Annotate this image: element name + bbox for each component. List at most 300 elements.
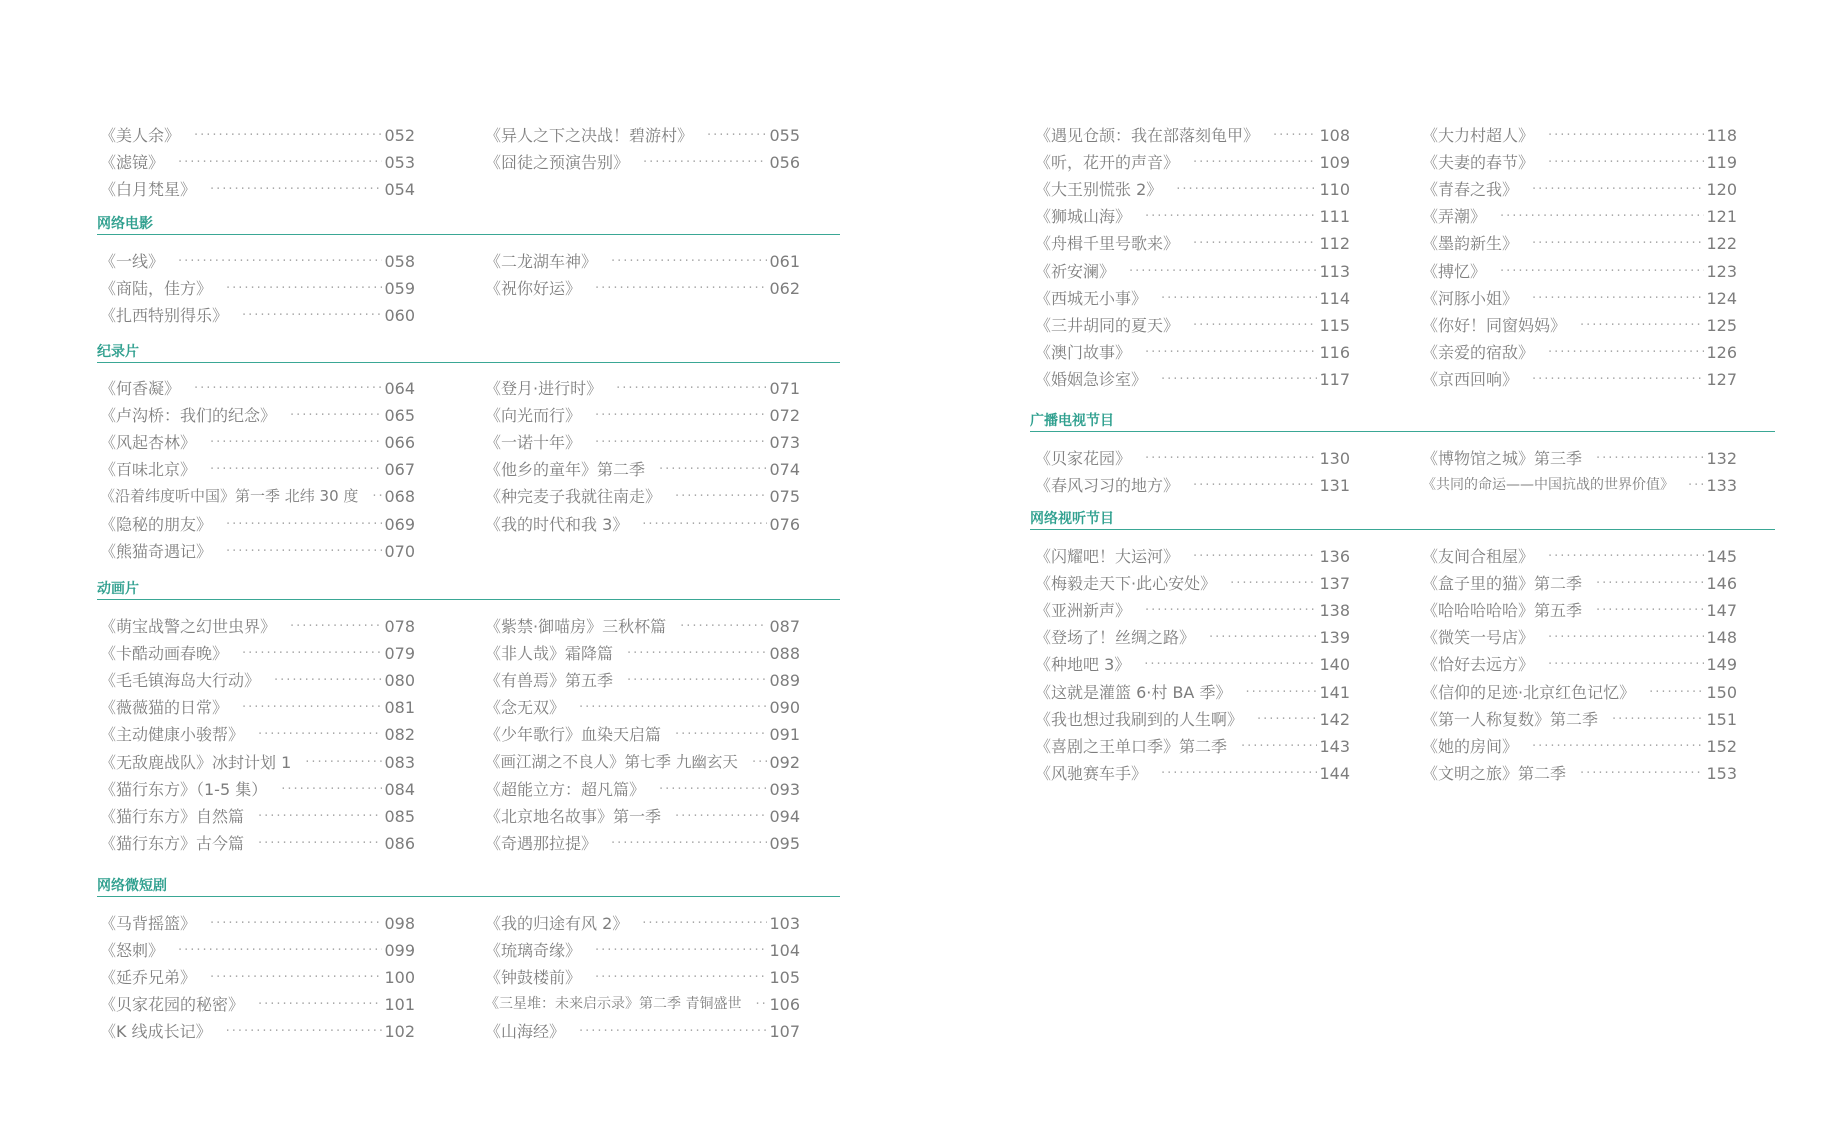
toc-entry[interactable]	[485, 991, 800, 1018]
leader-dots	[643, 149, 767, 176]
toc-entry-page: 124	[1706, 288, 1737, 308]
toc-entry-title: 《博物馆之城》第三季	[1422, 449, 1583, 468]
toc-entry[interactable]	[1035, 149, 1350, 176]
toc-entry[interactable]	[1035, 122, 1350, 149]
toc-entry-page: 146	[1706, 574, 1737, 594]
leader-dots	[1161, 366, 1317, 393]
leader-dots	[1532, 230, 1704, 257]
section-heading	[97, 875, 840, 897]
toc-entry-page: 065	[384, 406, 415, 426]
toc-entry-title: 《毛毛镇海岛大行动》	[100, 671, 261, 691]
leader-dots	[1193, 312, 1317, 339]
toc-entry-page: 104	[769, 941, 800, 961]
toc-entry-title: 《非人哉》霜降篇	[485, 644, 614, 664]
leader-dots	[611, 248, 767, 275]
leader-dots	[258, 830, 382, 857]
toc-entry-page: 064	[384, 379, 415, 398]
toc-entry-page: 107	[769, 1022, 800, 1042]
toc-entry[interactable]	[1422, 472, 1737, 499]
section-title: 广播电视节目	[1030, 410, 1116, 430]
leader-dots	[1548, 543, 1704, 570]
toc-entry[interactable]	[100, 149, 415, 176]
toc-entry-title: 《北京地名故事》第一季	[485, 806, 662, 826]
section-rule	[1030, 529, 1775, 530]
toc-entry-page: 142	[1319, 709, 1350, 729]
toc-entry[interactable]	[1422, 706, 1737, 733]
toc-entry[interactable]	[1035, 624, 1350, 651]
toc-entry[interactable]	[485, 613, 800, 640]
toc-entry[interactable]	[100, 613, 415, 640]
toc-entry-page: 055	[769, 126, 800, 145]
toc-entry[interactable]	[1035, 285, 1350, 312]
section-rule	[97, 234, 840, 235]
toc-entry-page: 116	[1319, 342, 1350, 362]
leader-dots	[1532, 366, 1704, 393]
toc-entry-page: 078	[384, 617, 415, 636]
toc-entry[interactable]	[485, 749, 800, 776]
toc-entry-title: 《主动健康小骏帮》	[100, 725, 245, 745]
leader-dots	[281, 776, 382, 803]
leader-dots	[1548, 339, 1704, 366]
toc-entry-page: 114	[1319, 288, 1350, 308]
toc-entry-page: 152	[1706, 736, 1737, 756]
toc-entry-page: 101	[384, 995, 415, 1015]
toc-entry-page: 100	[384, 968, 415, 988]
toc-entry-title: 《二龙湖车神》	[485, 252, 598, 271]
toc-entry-page: 110	[1319, 180, 1350, 200]
toc-entry-title: 《狮城山海》	[1035, 207, 1132, 227]
leader-dots	[1245, 679, 1317, 706]
leader-dots	[627, 667, 767, 694]
toc-entry-title: 《我的归途有风 2》	[485, 914, 629, 933]
toc-entry[interactable]	[100, 538, 415, 565]
toc-entry-page: 092	[769, 752, 800, 772]
toc-entry-title: 《念无双》	[485, 698, 566, 718]
leader-dots	[1688, 472, 1704, 499]
toc-entry-title: 《隐秘的朋友》	[100, 514, 213, 534]
toc-entry-page: 088	[769, 644, 800, 664]
toc-entry[interactable]	[485, 640, 800, 667]
section-rule	[97, 599, 840, 600]
leader-dots	[642, 511, 767, 538]
section-title: 网络微短剧	[97, 875, 169, 895]
toc-entry[interactable]	[100, 456, 415, 483]
section-rule	[97, 896, 840, 897]
toc-entry-title: 《大力村超人》	[1422, 126, 1535, 145]
toc-entry[interactable]	[485, 721, 800, 748]
toc-entry-page: 062	[769, 279, 800, 299]
toc-entry[interactable]	[1422, 285, 1737, 312]
toc-entry[interactable]	[1035, 543, 1350, 570]
leader-dots	[1596, 445, 1704, 472]
toc-entry-page: 133	[1706, 476, 1737, 496]
toc-entry-title: 《怒刺》	[100, 941, 165, 961]
toc-entry-title: 《这就是灌篮 6·村 BA 季》	[1035, 682, 1232, 702]
section-title: 网络视听节目	[1030, 508, 1116, 528]
toc-entry[interactable]	[1422, 149, 1737, 176]
leader-dots	[178, 937, 382, 964]
toc-entry-title: 《西城无小事》	[1035, 288, 1148, 308]
leader-dots	[675, 483, 767, 510]
toc-entry[interactable]	[100, 429, 415, 456]
toc-entry[interactable]	[485, 456, 800, 483]
toc-entry-page: 093	[769, 779, 800, 799]
toc-entry-title: 《熊猫奇遇记》	[100, 541, 213, 561]
toc-entry-title: 《你好！同窗妈妈》	[1422, 315, 1567, 335]
toc-entry-page: 080	[384, 671, 415, 691]
toc-entry[interactable]	[100, 694, 415, 721]
toc-entry[interactable]	[485, 402, 800, 429]
toc-entry[interactable]	[1035, 230, 1350, 257]
toc-entry-title: 《微笑一号店》	[1422, 628, 1535, 648]
leader-dots	[611, 830, 767, 857]
toc-entry[interactable]	[1422, 760, 1737, 787]
toc-entry[interactable]	[1035, 312, 1350, 339]
toc-entry-title: 《囧徒之预演告别》	[485, 153, 630, 173]
leader-dots	[595, 402, 767, 429]
toc-entry[interactable]	[485, 964, 800, 991]
toc-entry-page: 136	[1319, 547, 1350, 566]
toc-entry[interactable]	[100, 122, 415, 149]
toc-entry[interactable]	[1035, 176, 1350, 203]
toc-entry[interactable]	[100, 402, 415, 429]
toc-entry[interactable]	[1422, 570, 1737, 597]
toc-entry-title: 《萌宝战警之幻世虫界》	[100, 617, 277, 636]
toc-entry[interactable]	[100, 721, 415, 748]
toc-entry[interactable]	[1422, 445, 1737, 472]
leader-dots	[1548, 624, 1704, 651]
section-heading	[1030, 508, 1775, 530]
leader-dots	[210, 176, 382, 203]
toc-entry-page: 098	[384, 914, 415, 933]
leader-dots	[226, 1018, 383, 1045]
toc-entry-title: 《K 线成长记》	[100, 1022, 212, 1042]
toc-entry[interactable]	[1035, 733, 1350, 760]
toc-entry-title: 《美人余》	[100, 126, 181, 145]
toc-entry[interactable]	[1422, 679, 1737, 706]
toc-entry[interactable]	[1035, 339, 1350, 366]
toc-entry-page: 070	[384, 541, 415, 561]
toc-entry-page: 144	[1319, 763, 1350, 783]
toc-entry-title: 《扎西特别得乐》	[100, 306, 229, 326]
toc-entry-page: 069	[384, 514, 415, 534]
toc-entry-page: 074	[769, 460, 800, 480]
toc-entry[interactable]	[1035, 706, 1350, 733]
toc-entry-page: 066	[384, 433, 415, 453]
toc-entry-title: 《弄潮》	[1422, 207, 1487, 227]
toc-entry[interactable]	[1035, 366, 1350, 393]
toc-entry-title: 《舟楫千里号歌来》	[1035, 234, 1180, 254]
toc-entry-title: 《猫行东方》自然篇	[100, 806, 245, 826]
toc-entry-title: 《恰好去远方》	[1422, 655, 1535, 675]
toc-entry[interactable]	[1035, 651, 1350, 678]
toc-entry[interactable]	[100, 803, 415, 830]
toc-entry[interactable]	[485, 910, 800, 937]
leader-dots	[210, 910, 382, 937]
toc-entry[interactable]	[485, 248, 800, 275]
toc-entry-page: 148	[1706, 628, 1737, 648]
toc-entry-page: 079	[384, 644, 415, 664]
toc-entry-title: 《贝家花园》	[1035, 449, 1132, 468]
toc-entry-title: 《商陆，佳方》	[100, 279, 213, 299]
toc-entry-title: 《青春之我》	[1422, 180, 1519, 200]
toc-entry-title: 《钟鼓楼前》	[485, 968, 582, 988]
toc-entry[interactable]	[100, 667, 415, 694]
toc-entry-title: 《滤镜》	[100, 153, 165, 173]
toc-entry-title: 《春风习习的地方》	[1035, 476, 1180, 496]
toc-entry-title: 《马背摇篮》	[100, 914, 197, 933]
toc-entry-title: 《何香凝》	[100, 379, 181, 398]
toc-entry[interactable]	[1422, 230, 1737, 257]
section-title: 动画片	[97, 578, 141, 598]
toc-entry-title: 《大王别慌张 2》	[1035, 180, 1163, 200]
toc-entry-page: 106	[769, 995, 800, 1015]
toc-entry-title: 《有兽焉》第五季	[485, 671, 614, 691]
toc-entry[interactable]	[100, 511, 415, 538]
toc-entry-page: 111	[1319, 207, 1350, 227]
toc-entry[interactable]	[100, 749, 415, 776]
leader-dots	[372, 483, 382, 510]
toc-entry-title: 《听，花开的声音》	[1035, 153, 1180, 173]
toc-entry-title: 《友间合租屋》	[1422, 547, 1535, 566]
toc-entry-title: 《延乔兄弟》	[100, 968, 197, 988]
toc-entry-page: 103	[769, 914, 800, 933]
leader-dots	[1145, 445, 1317, 472]
toc-entry-title: 《闪耀吧！大运河》	[1035, 547, 1180, 566]
toc-entry-page: 108	[1319, 126, 1350, 145]
toc-entry-page: 094	[769, 806, 800, 826]
toc-entry[interactable]	[1035, 258, 1350, 285]
toc-entry-page: 115	[1319, 315, 1350, 335]
toc-entry[interactable]	[1422, 543, 1737, 570]
toc-entry[interactable]	[1422, 258, 1737, 285]
toc-entry[interactable]	[485, 1018, 800, 1045]
toc-entry[interactable]	[100, 176, 415, 203]
leader-dots	[242, 302, 382, 329]
toc-entry-page: 141	[1319, 682, 1350, 702]
toc-entry[interactable]	[100, 248, 415, 275]
toc-entry-title: 《我的时代和我 3》	[485, 514, 629, 534]
toc-entry-title: 《亲爱的宿敌》	[1422, 342, 1535, 362]
leader-dots	[707, 122, 767, 149]
leader-dots	[1241, 733, 1317, 760]
toc-entry-page: 118	[1706, 126, 1737, 145]
toc-entry-title: 《墨韵新生》	[1422, 234, 1519, 254]
toc-entry-page: 084	[384, 779, 415, 799]
leader-dots	[1532, 733, 1704, 760]
toc-entry[interactable]	[485, 429, 800, 456]
toc-entry-title: 《信仰的足迹·北京红色记忆》	[1422, 682, 1636, 702]
toc-entry-page: 151	[1706, 709, 1737, 729]
toc-entry[interactable]	[485, 830, 800, 857]
toc-entry-page: 082	[384, 725, 415, 745]
toc-entry[interactable]	[100, 375, 415, 402]
toc-entry-page: 089	[769, 671, 800, 691]
toc-entry[interactable]	[485, 776, 800, 803]
toc-entry-title: 《猫行东方》古今篇	[100, 833, 245, 853]
toc-entry-page: 143	[1319, 736, 1350, 756]
toc-entry-title: 《共同的命运——中国抗战的世界价值》	[1422, 477, 1674, 494]
toc-entry-title: 《无敌鹿战队》冰封计划 1	[100, 752, 292, 772]
toc-entry-page: 130	[1319, 449, 1350, 468]
leader-dots	[242, 694, 382, 721]
toc-entry-title: 《哈哈哈哈哈》第五季	[1422, 601, 1583, 621]
toc-entry[interactable]	[1422, 203, 1737, 230]
toc-entry[interactable]	[1422, 366, 1737, 393]
leader-dots	[1532, 176, 1704, 203]
leader-dots	[178, 149, 382, 176]
toc-entry[interactable]	[1422, 624, 1737, 651]
leader-dots	[1161, 760, 1317, 787]
toc-entry[interactable]	[1422, 733, 1737, 760]
toc-entry-page: 053	[384, 153, 415, 173]
toc-entry-title: 《超能立方：超凡篇》	[485, 779, 646, 799]
leader-dots	[680, 613, 767, 640]
toc-entry[interactable]	[1422, 597, 1737, 624]
toc-entry[interactable]	[100, 937, 415, 964]
toc-entry-title: 《她的房间》	[1422, 736, 1519, 756]
toc-entry[interactable]	[1422, 176, 1737, 203]
leader-dots	[258, 721, 382, 748]
toc-entry[interactable]	[485, 937, 800, 964]
toc-entry-title: 《夫妻的春节》	[1422, 153, 1535, 173]
leader-dots	[1580, 760, 1704, 787]
section-heading	[1030, 410, 1775, 432]
toc-entry[interactable]	[485, 122, 800, 149]
toc-entry[interactable]	[1035, 472, 1350, 499]
toc-entry-title: 《猫行东方》（1-5 集）	[100, 779, 268, 799]
toc-entry[interactable]	[1035, 445, 1350, 472]
toc-entry[interactable]	[100, 830, 415, 857]
toc-entry-page: 113	[1319, 261, 1350, 281]
toc-entry-page: 127	[1706, 369, 1737, 389]
toc-entry[interactable]	[485, 803, 800, 830]
toc-entry-page: 150	[1706, 682, 1737, 702]
toc-entry-page: 056	[769, 153, 800, 173]
leader-dots	[1145, 597, 1317, 624]
toc-entry-page: 149	[1706, 655, 1737, 675]
toc-entry-title: 《祈安澜》	[1035, 261, 1116, 281]
toc-entry[interactable]	[1035, 570, 1350, 597]
toc-entry[interactable]	[100, 1018, 415, 1045]
leader-dots	[627, 640, 767, 667]
leader-dots	[642, 910, 767, 937]
toc-entry-page: 087	[769, 617, 800, 636]
toc-entry-title: 《亚洲新声》	[1035, 601, 1132, 621]
toc-entry-page: 147	[1706, 601, 1737, 621]
leader-dots	[226, 538, 382, 565]
toc-entry-page: 121	[1706, 207, 1737, 227]
leader-dots	[1193, 472, 1317, 499]
toc-entry[interactable]	[1422, 312, 1737, 339]
toc-entry[interactable]	[485, 667, 800, 694]
toc-entry[interactable]	[1035, 597, 1350, 624]
toc-entry-title: 《向光而行》	[485, 406, 582, 426]
leader-dots	[595, 429, 767, 456]
toc-entry-page: 083	[384, 752, 415, 772]
toc-entry[interactable]	[485, 694, 800, 721]
toc-entry[interactable]	[100, 991, 415, 1018]
toc-entry-title: 《梅毅走天下·此心安处》	[1035, 574, 1217, 594]
toc-entry[interactable]	[1422, 339, 1737, 366]
leader-dots	[1193, 543, 1317, 570]
toc-entry-page: 081	[384, 698, 415, 718]
leader-dots	[305, 749, 382, 776]
leader-dots	[210, 964, 382, 991]
leader-dots	[210, 456, 382, 483]
toc-entry-page: 126	[1706, 342, 1737, 362]
toc-entry[interactable]	[1422, 122, 1737, 149]
leader-dots	[258, 803, 382, 830]
leader-dots	[1548, 651, 1704, 678]
section-rule	[1030, 431, 1775, 432]
toc-entry[interactable]	[485, 149, 800, 176]
toc-entry[interactable]	[1422, 651, 1737, 678]
toc-entry-title: 《文明之旅》第二季	[1422, 763, 1567, 783]
toc-entry-title: 《一线》	[100, 252, 165, 271]
toc-entry[interactable]	[100, 483, 415, 510]
toc-entry[interactable]	[485, 511, 800, 538]
toc-entry-page: 086	[384, 833, 415, 853]
toc-entry[interactable]	[485, 375, 800, 402]
toc-entry-page: 120	[1706, 180, 1737, 200]
leader-dots	[226, 511, 382, 538]
toc-entry-page: 075	[769, 487, 800, 507]
toc-entry[interactable]	[1035, 760, 1350, 787]
toc-entry-title: 《沿着纬度听中国》第一季 北纬 30 度	[100, 487, 359, 506]
toc-entry[interactable]	[100, 302, 415, 329]
toc-entry-page: 139	[1319, 628, 1350, 648]
toc-entry[interactable]	[1035, 679, 1350, 706]
toc-entry-page: 145	[1706, 547, 1737, 566]
leader-dots	[1209, 624, 1317, 651]
toc-entry-page: 090	[769, 698, 800, 718]
toc-entry-title: 《第一人称复数》第二季	[1422, 709, 1599, 729]
toc-entry-page: 132	[1706, 449, 1737, 468]
leader-dots	[1161, 285, 1317, 312]
toc-entry-title: 《种地吧 3》	[1035, 655, 1131, 675]
toc-entry[interactable]	[1035, 203, 1350, 230]
toc-entry[interactable]	[100, 964, 415, 991]
toc-entry-title: 《贝家花园的秘密》	[100, 995, 245, 1015]
toc-entry-page: 131	[1319, 476, 1350, 496]
leader-dots	[1532, 285, 1704, 312]
toc-entry-title: 《盒子里的猫》第二季	[1422, 574, 1583, 594]
leader-dots	[1145, 339, 1317, 366]
section-title: 网络电影	[97, 213, 155, 233]
toc-entry[interactable]	[100, 776, 415, 803]
toc-entry[interactable]	[100, 640, 415, 667]
leader-dots	[1596, 570, 1704, 597]
toc-entry-page: 052	[384, 126, 415, 145]
toc-entry[interactable]	[100, 910, 415, 937]
toc-entry-page: 076	[769, 514, 800, 534]
toc-entry-page: 109	[1319, 153, 1350, 173]
section-heading	[97, 213, 840, 235]
toc-entry-title: 《紫禁·御喵房》三秋杯篇	[485, 617, 667, 636]
toc-entry-title: 《河豚小姐》	[1422, 288, 1519, 308]
leader-dots	[675, 803, 767, 830]
toc-entry[interactable]	[485, 275, 800, 302]
toc-entry-page: 122	[1706, 234, 1737, 254]
toc-entry-title: 《婚姻急诊室》	[1035, 369, 1148, 389]
toc-entry-title: 《卡酷动画春晚》	[100, 644, 229, 664]
toc-entry[interactable]	[100, 275, 415, 302]
toc-entry-title: 《卢沟桥：我们的纪念》	[100, 406, 277, 426]
toc-entry[interactable]	[485, 483, 800, 510]
section-heading	[97, 578, 840, 600]
leader-dots	[755, 991, 767, 1018]
